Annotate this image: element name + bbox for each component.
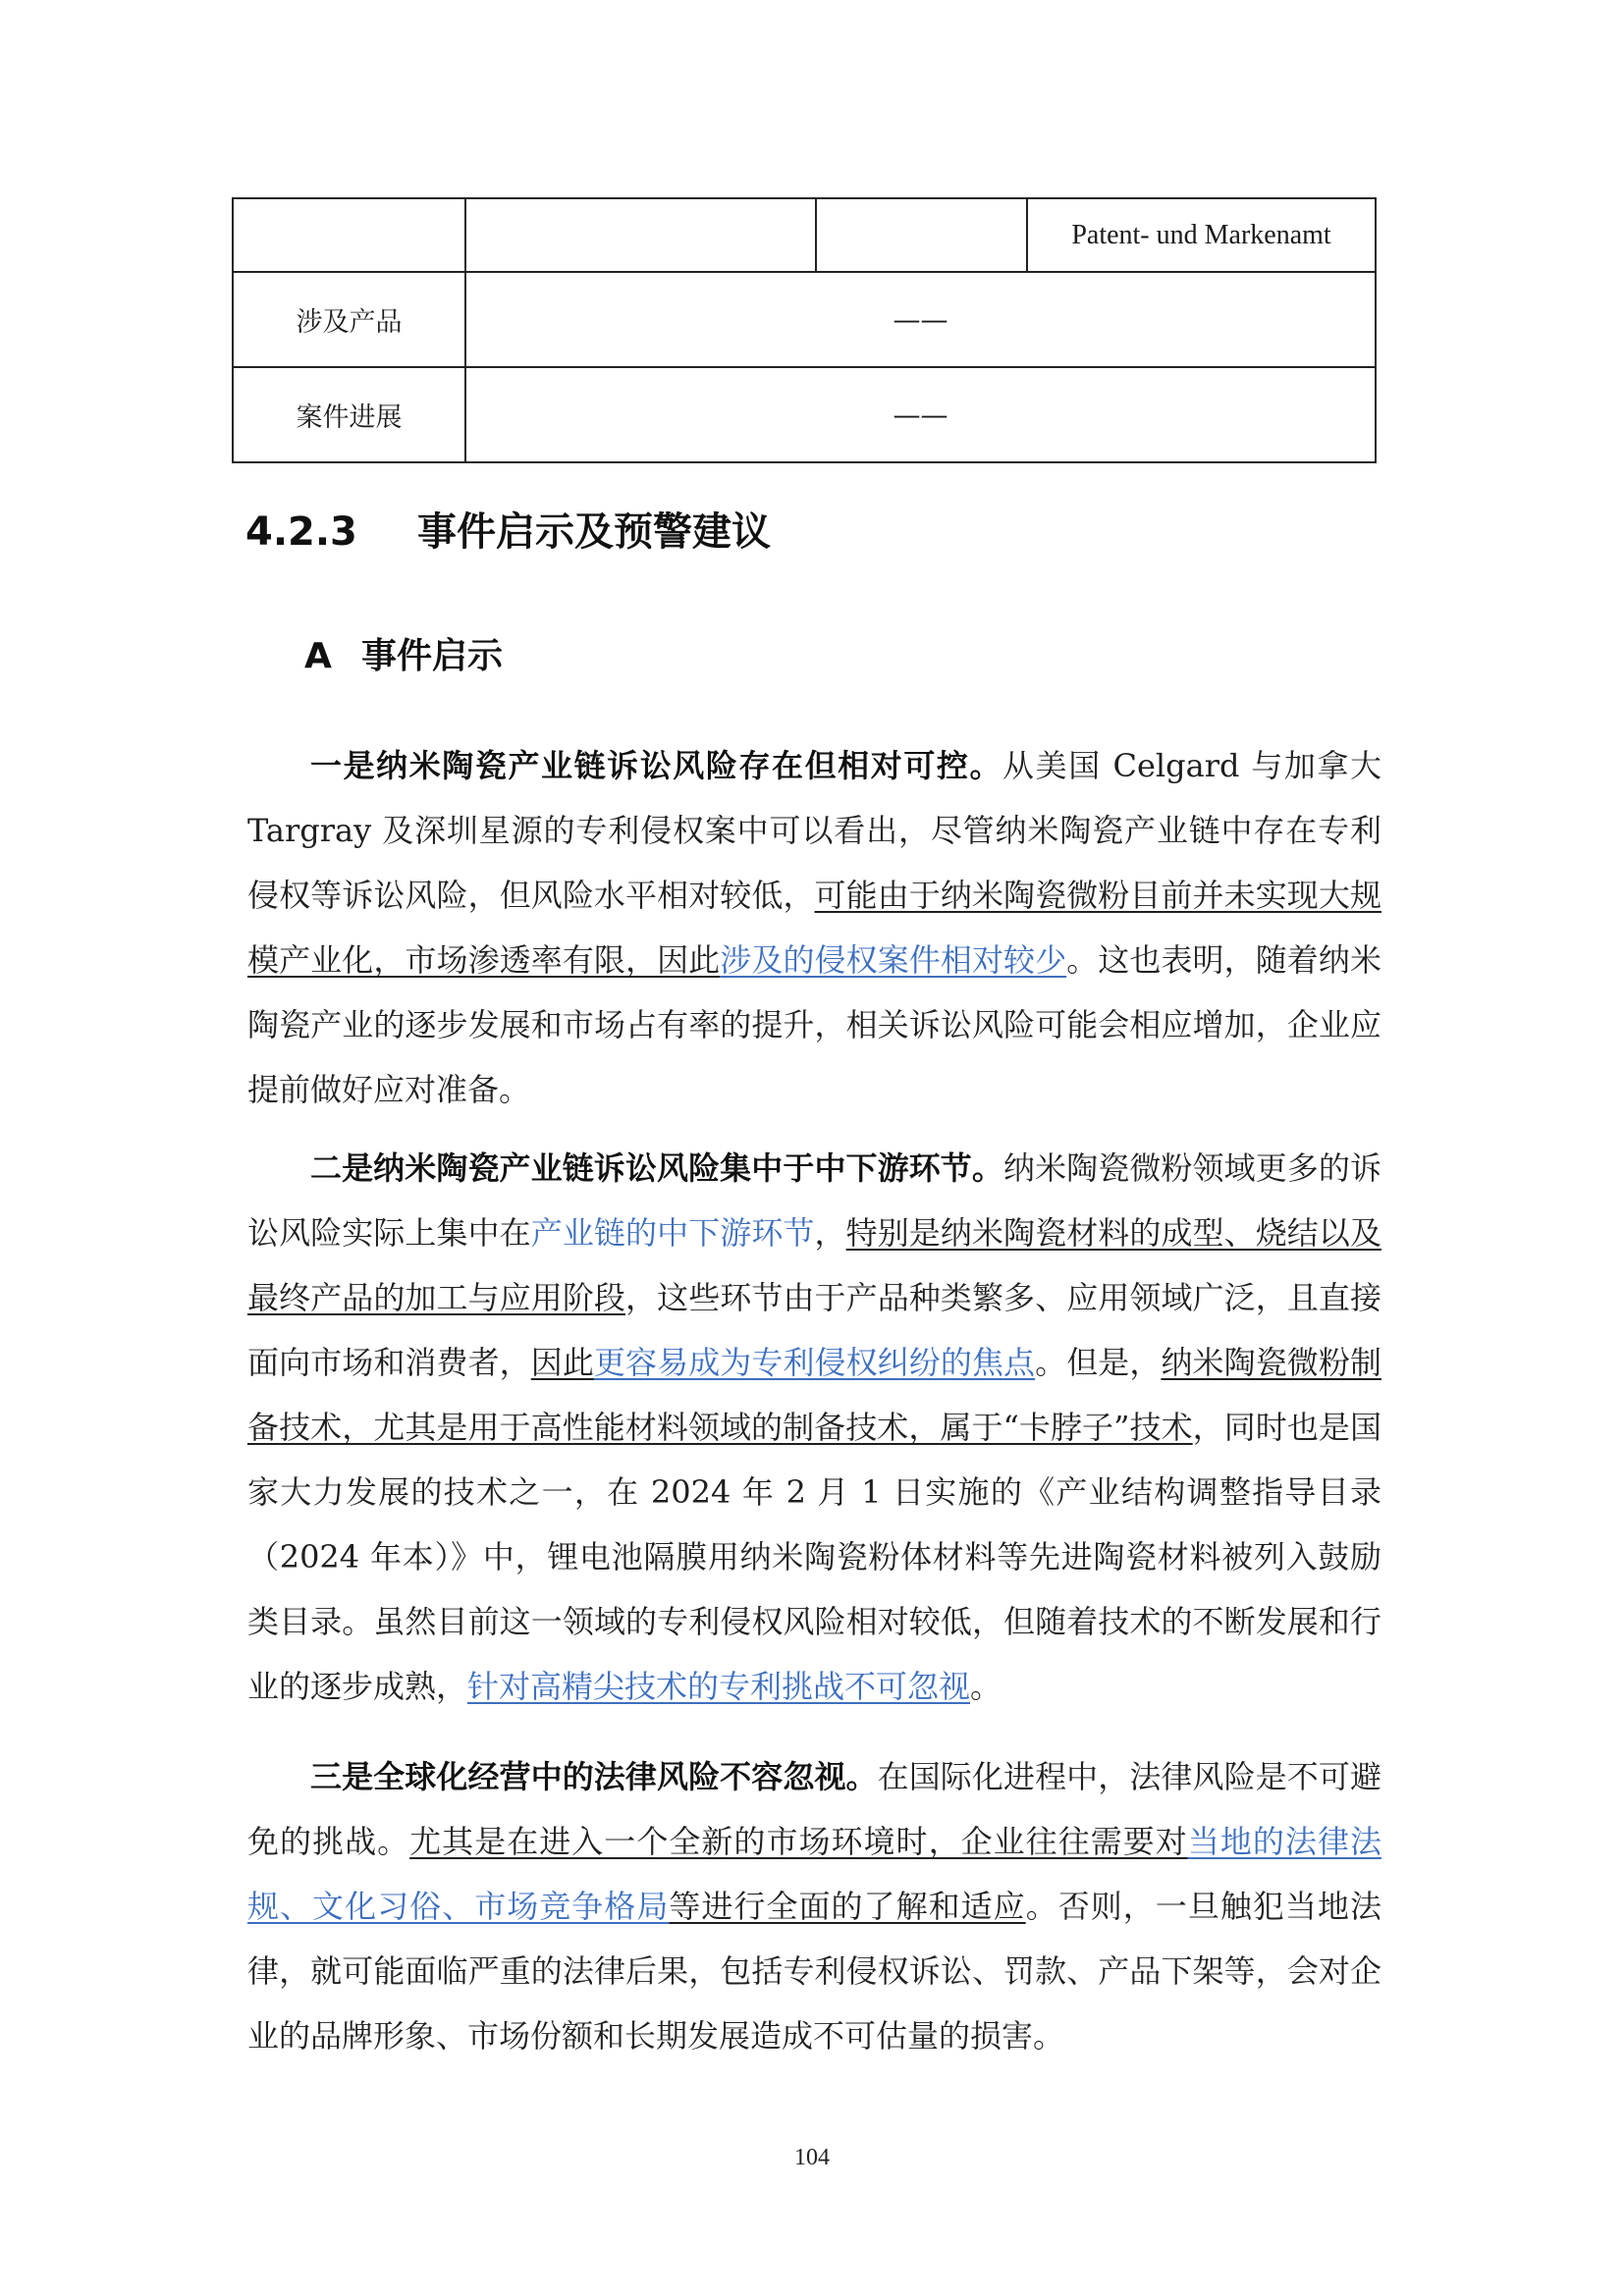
paragraph-text: 。这也表明，随着纳米陶瓷产业的逐步发展和市场占有率的提升，相关诉讼风险可能会相应增加，企业应提前做好应对准备。 — [247, 941, 1381, 1108]
paragraph-3 — [247, 1744, 1381, 2068]
highlighted-text: 涉及的侵权案件相对较少 — [720, 941, 1067, 979]
paragraph-text: 。但是， — [1035, 1344, 1162, 1381]
row-label-progress: 案件进展 — [233, 367, 465, 462]
paragraph-1 — [247, 733, 1381, 1122]
page-number: 104 — [794, 2145, 830, 2170]
patent-office-cell: Patent- und Markenamt — [1027, 198, 1376, 272]
paragraph-text: 。否则，一旦触犯当地法律，就可能面临严重的法律后果，包括专利侵权诉讼、罚款、产品下架等，会对企业的品牌形象、市场份额和长期发展造成不可估量的损害。 — [247, 1888, 1381, 2055]
row-label-products: 涉及产品 — [233, 272, 465, 367]
table-row — [233, 367, 1376, 462]
row-value-products: —— — [465, 272, 1376, 367]
underlined-text: 因此 — [530, 1344, 594, 1381]
underlined-text: 可能由于纳米陶瓷微粉目前并未实现大规模产业化，市场渗透率有限，因此 — [247, 877, 1381, 979]
paragraph-2 — [247, 1136, 1381, 1719]
highlighted-text: 当地的法律法规、文化习俗、市场竞争格局 — [247, 1823, 1381, 1925]
underlined-text: 纳米陶瓷微粉制备技术，尤其是用于高性能材料领域的制备技术，属于“卡脖子”技术 — [247, 1344, 1381, 1446]
paragraph-lead: 三是全球化经营中的法律风险不容忽视。 — [310, 1758, 878, 1795]
table-row — [233, 272, 1376, 367]
paragraph-text: 在国际化进程中，法律风险是不可避免的挑战。 — [247, 1758, 1381, 1860]
subsection-letter: A — [304, 636, 332, 676]
underlined-text: 尤其是在进入一个全新的市场环境时，企业往往需要对 — [409, 1823, 1188, 1860]
highlighted-text: 产业链的中下游环节 — [530, 1214, 815, 1252]
paragraph-text: 。 — [970, 1668, 1002, 1705]
paragraph-lead: 一是纳米陶瓷产业链诉讼风险存在但相对可控。 — [310, 747, 1003, 784]
case-info-table — [232, 197, 1377, 463]
table-cell — [816, 198, 1027, 272]
table-cell — [465, 198, 816, 272]
highlighted-text: 针对高精尖技术的专利挑战不可忽视 — [467, 1668, 971, 1705]
paragraph-lead: 二是纳米陶瓷产业链诉讼风险集中于中下游环节。 — [310, 1149, 1003, 1187]
underlined-text: 特别是纳米陶瓷材料的成型、烧结以及最终产品的加工与应用阶段 — [247, 1214, 1381, 1316]
paragraph-text: ，同时也是国家大力发展的技术之一，在 2024 年 2 月 1 日实施的《产业结构调整指导目录（2024 年本）》中，锂电池隔膜用纳米陶瓷粉体材料等先进陶瓷材料被列入鼓励类目录。虽然目前这一领域的专利侵权风险相对较低，但随着技术的不断发展和行业的逐步成熟， — [247, 1409, 1381, 1705]
section-title: 事件启示及预警建议 — [417, 509, 771, 555]
highlighted-text: 更容易成为专利侵权纠纷的焦点 — [593, 1344, 1036, 1381]
paragraph-text: ， — [814, 1214, 846, 1252]
subsection-title: 事件启示 — [361, 636, 504, 676]
section-heading — [245, 501, 771, 557]
row-value-progress: —— — [465, 367, 1376, 462]
paragraph-text: 纳米陶瓷微粉领域更多的诉讼风险实际上集中在 — [247, 1149, 1381, 1252]
table-cell — [233, 198, 465, 272]
paragraph-text: ，这些环节由于产品种类繁多、应用领域广泛，且直接面向市场和消费者， — [247, 1279, 1381, 1381]
section-number: 4.2.3 — [245, 509, 357, 555]
paragraph-text: 从美国 Celgard 与加拿大 Targray 及深圳星源的专利侵权案中可以看出，尽管纳米陶瓷产业链中存在专利侵权等诉讼风险，但风险水平相对较低， — [247, 747, 1381, 914]
table-row — [233, 198, 1376, 272]
subsection-heading — [304, 628, 503, 678]
underlined-text: 等进行全面的了解和适应 — [669, 1888, 1026, 1925]
